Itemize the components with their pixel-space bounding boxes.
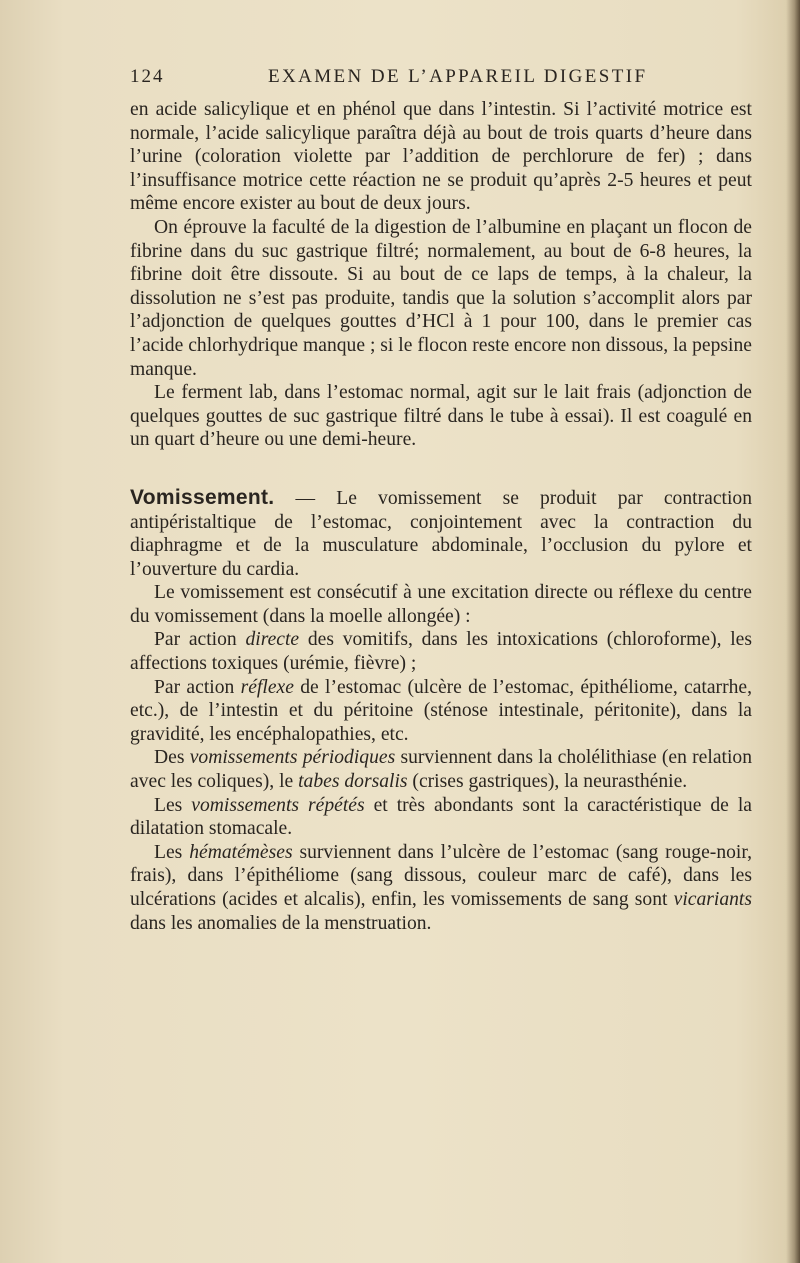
section-title: Vomissement. bbox=[130, 485, 275, 509]
text-run: Par action bbox=[154, 629, 246, 651]
text-run: surviennent dans l’ulcère de l’estomac (sang rouge-noir, frais), dans l’épithéliome (sang dissous, couleur marc de café), dans les ulcérations (acides et alcalis), enfin, les vomissements de sang sont bbox=[130, 841, 752, 910]
text-run: Les bbox=[154, 841, 190, 863]
italic-term: directe bbox=[245, 629, 300, 651]
text-run: de l’estomac (ulcère de l’estomac, épithéliome, catarrhe, etc.), de l’intestin et du péritoine (sténose intestinale, péritonite), dans la gravidité, les encéphalopathies, etc. bbox=[130, 676, 752, 745]
text-run: surviennent dans la cholélithiase (en relation avec les coliques), le bbox=[130, 747, 752, 793]
paragraph-ferment-lab: Le ferment lab, dans l’estomac normal, agit sur le lait frais (adjonction de quelques gouttes de suc gastrique filtré dans le tube à essai). Il est coagulé en un quart d’heure ou une demi-heure. bbox=[130, 382, 752, 451]
page-number: 124 bbox=[130, 66, 165, 87]
paragraph-vomissement bbox=[130, 486, 752, 581]
text-run: Les bbox=[154, 794, 192, 816]
text-run: (crises gastriques), la neurasthénie. bbox=[407, 771, 688, 793]
running-head: EXAMEN DE L’APPAREIL DIGESTIF bbox=[268, 66, 648, 87]
text-run: et très abondants sont la caractéristique de la dilatation stomacale. bbox=[130, 794, 752, 840]
paragraph-hematemeses bbox=[130, 841, 752, 935]
page-header bbox=[130, 66, 752, 92]
text-run: Par action bbox=[154, 676, 241, 698]
italic-term: vicariants bbox=[673, 889, 752, 910]
italic-term: tabes dorsalis bbox=[298, 771, 408, 793]
paragraph-action-reflexe bbox=[130, 676, 752, 747]
italic-term: vomissements périodiques bbox=[189, 747, 396, 769]
paragraph-excitation: Le vomissement est consécutif à une excitation directe ou réflexe du centre du vomissement (dans la moelle allongée) : bbox=[130, 582, 752, 627]
text-run: des vomitifs, dans les intoxications (chloroforme), les affections toxiques (urémie, fièvre) ; bbox=[130, 629, 753, 675]
section-gap bbox=[130, 452, 752, 486]
text-run: Des bbox=[154, 747, 190, 769]
italic-term: hématémèses bbox=[189, 841, 293, 863]
paragraph-periodiques bbox=[130, 746, 752, 793]
italic-term: réflexe bbox=[240, 676, 294, 698]
body-text bbox=[130, 98, 752, 935]
paragraph-action-directe bbox=[130, 628, 752, 675]
text-run: dans les anomalies de la menstruation. bbox=[130, 912, 432, 934]
paragraph-continued: en acide salicylique et en phénol que dans l’intestin. Si l’activité motrice est normale, l’acide salicylique paraîtra déjà au bout de trois quarts d’heure dans l’urine (coloration violette par l’addition de perchlorure de fer) ; dans l’insuffisance motrice cette réaction ne se produit qu’après 2-5 heures et peut même encore exister au bout de deux jours. bbox=[130, 99, 752, 215]
paragraph-repetes bbox=[130, 794, 752, 841]
page-edge-shadow bbox=[786, 0, 800, 1263]
paragraph-albumine: On éprouve la faculté de la digestion de l’albumine en plaçant un flocon de fibrine dans du suc gastrique filtré; normalement, au bout de 6-8 heures, la fibrine doit être dissoute. Si au bout de ce laps de temps, à la chaleur, la dissolution ne s’est pas produite, tandis que la solution s’accomplit alors par l’adjonction de quelques gouttes d’HCl à 1 pour 100, dans le premier cas l’acide chlorhydrique manque ; si le flocon reste encore non dissous, la pepsine manque. bbox=[130, 216, 752, 380]
italic-term: vomissements répétés bbox=[191, 794, 365, 816]
section-intro: — Le vomissement se produit par contraction antipéristaltique de l’estomac, conjointement avec la contraction du diaphragme et de la musculature abdominale, l’occlusion du pylore et l’ouverture du cardia. bbox=[130, 487, 752, 580]
